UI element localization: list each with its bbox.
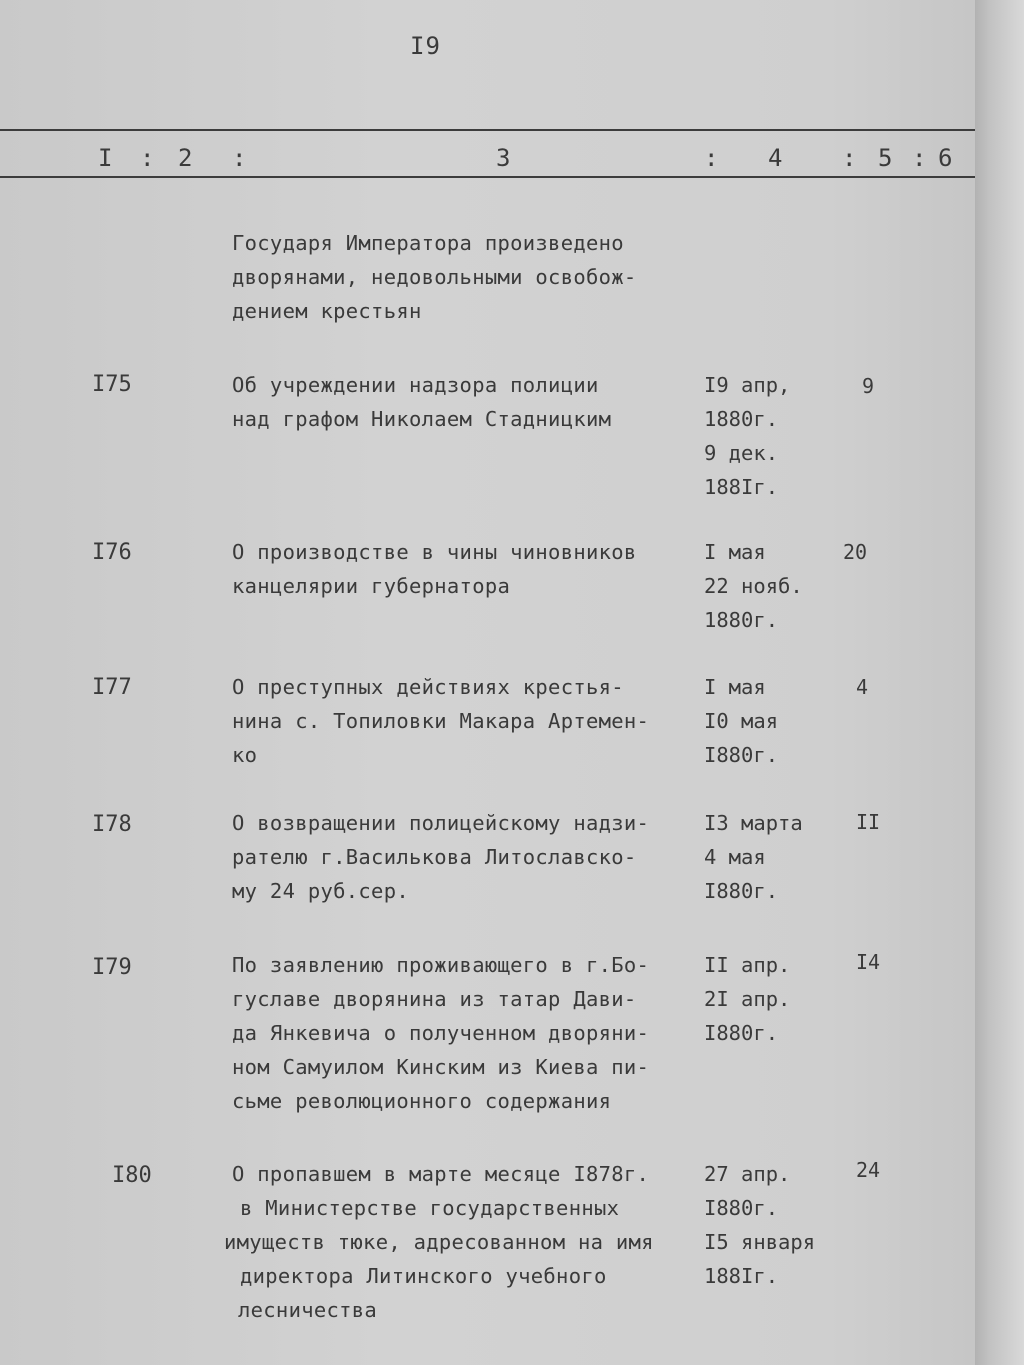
entry-title-line: О пропавшем в марте месяце I878г. [232,1162,650,1186]
column-header-1: I [98,144,113,172]
entry-date: 9 дек. [704,441,779,465]
entry-dates [704,806,803,908]
entry-number: I75 [92,372,132,397]
column-separator: : [842,144,857,172]
entry-title [232,535,637,603]
entry-title-line: в Министерстве государственных [240,1196,620,1220]
entry-title-line: канцелярии губернатора [232,574,511,598]
entry-date: I880г. [704,1196,779,1220]
entry-sheet-count: 20 [843,540,868,564]
intro-line: дением крестьян [232,299,422,323]
entry-date: I мая [704,675,766,699]
column-header-2: 2 [178,144,193,172]
entry-sheet-count: 4 [856,675,869,699]
entry-number: I77 [92,675,132,700]
entry-title-line: О возвращении полицейскому надзи- [232,811,650,835]
entry-date: 4 мая [704,845,766,869]
entry-title [224,1157,654,1327]
entry-date: 188Iг. [704,475,779,499]
page-edge [975,0,1024,1365]
entry-date: I880г. [704,879,779,903]
entry-number: I80 [112,1163,152,1188]
entry-title-line: По заявлению проживающего в г.Бо- [232,953,650,977]
entry-date: I880г. [704,1021,779,1045]
column-separator: : [704,144,719,172]
entry-title-line: имуществ тюке, адресованном на имя [224,1230,654,1254]
entry-title-line: Об учреждении надзора полиции [232,373,599,397]
intro-line: Государя Императора произведено [232,231,624,255]
column-header-6: 6 [938,144,953,172]
header-rule-bottom [0,176,975,178]
entry-title-line: нина с. Топиловки Макара Артемен- [232,709,650,733]
entry-dates [704,1157,815,1293]
entry-title-line: О производстве в чины чиновников [232,540,637,564]
entry-dates [704,948,790,1050]
entry-title-line: рателю г.Василькова Литославско- [232,845,637,869]
entry-date: I880г. [704,743,779,767]
entry-date: 2I апр. [704,987,791,1011]
entry-title-line: да Янкевича о полученном дворяни- [232,1021,650,1045]
entry-title [232,368,611,436]
entry-date: 188Iг. [704,1264,779,1288]
entry-number: I79 [92,955,132,980]
entry-number: I78 [92,812,132,837]
entry-date: 22 нояб. [704,574,803,598]
intro-line: дворянами, недовольными освобож- [232,265,637,289]
entry-title [232,948,649,1118]
column-separator: : [232,144,247,172]
entry-date: I0 мая [704,709,779,733]
entry-dates [704,535,803,637]
entry-sheet-count: 24 [856,1158,881,1182]
entry-title-line: ном Самуилом Кинским из Киева пи- [232,1055,650,1079]
column-header-4: 4 [768,144,783,172]
entry-date: 1880г. [704,608,779,632]
entry-sheet-count: 9 [862,374,875,398]
entry-title [232,806,649,908]
entry-title-line: гуславе дворянина из татар Дави- [232,987,637,1011]
entry-date: 27 апр. [704,1162,791,1186]
entry-sheet-count: I4 [856,950,881,974]
entry-dates [704,368,790,504]
entry-title-line: му 24 руб.сер. [232,879,409,903]
entry-date: I мая [704,540,766,564]
entry-sheet-count: II [856,810,881,834]
entry-title-line: ко [232,743,258,767]
column-header-5: 5 [878,144,893,172]
entry-dates [704,670,778,772]
entry-date: I5 января [704,1230,816,1254]
page-number: I9 [410,32,441,60]
column-header-3: 3 [496,144,511,172]
entry-title-line: директора Литинского учебного [240,1264,607,1288]
entry-date: I9 апр, [704,373,791,397]
entry-date: II апр. [704,953,791,977]
entry-title-line: над графом Николаем Стадницким [232,407,612,431]
intro-continuation [232,226,637,328]
entry-title [232,670,649,772]
column-separator: : [140,144,155,172]
entry-title-line: сьме революционного содержания [232,1089,612,1113]
entry-title-line: О преступных действиях крестья- [232,675,624,699]
entry-number: I76 [92,540,132,565]
header-rule-top [0,129,975,131]
entry-title-line: лесничества [238,1298,378,1322]
entry-date: 1880г. [704,407,779,431]
column-separator: : [912,144,927,172]
entry-date: I3 марта [704,811,803,835]
